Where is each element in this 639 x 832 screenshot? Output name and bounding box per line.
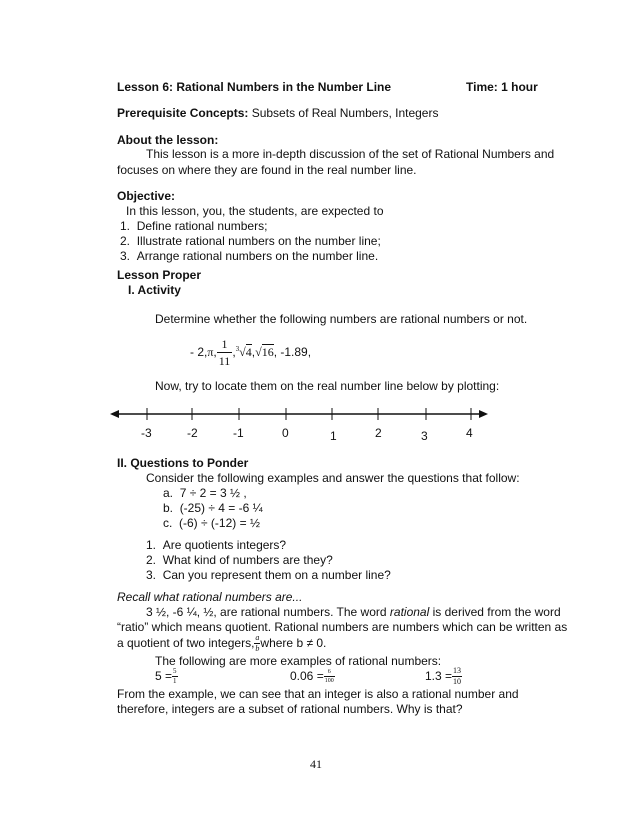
number-line-label: -1 <box>233 426 244 440</box>
objective-heading: Objective: <box>117 189 176 203</box>
prerequisite-text: Subsets of Real Numbers, Integers <box>248 106 439 120</box>
page-number: 41 <box>310 757 322 771</box>
fraction-a-over-b: a b <box>255 632 260 653</box>
number-line-label: -2 <box>187 426 198 440</box>
prerequisite-line <box>117 106 438 121</box>
fraction: 13 10 <box>453 665 462 686</box>
conclusion-line-1: From the example, we can see that an integer is also a rational number and <box>117 687 519 701</box>
question-item: 2. What kind of numbers are they? <box>146 553 333 567</box>
number-line-label: 2 <box>375 426 382 440</box>
number-line-label: 4 <box>466 426 473 440</box>
examples-intro: The following are more examples of rational numbers: <box>155 654 442 668</box>
lesson-title: Lesson 6: Rational Numbers in the Number Line <box>117 80 392 94</box>
activity-instruction: Determine whether the following numbers are rational numbers or not. <box>155 312 528 326</box>
prerequisite-label: Prerequisite Concepts: <box>117 106 249 120</box>
fraction: 5 1 <box>173 666 177 685</box>
about-heading: About the lesson: <box>117 133 219 147</box>
objective-item: 1. Define rational numbers; <box>120 219 268 233</box>
square-root: √16 <box>255 344 274 359</box>
conclusion-line-2: therefore, integers are a subset of rational numbers. Why is that? <box>117 702 463 716</box>
fraction-one-eleventh: $\frac{1}{11}$ <box>218 336 231 368</box>
objective-intro: In this lesson, you, the students, are expected to <box>126 204 384 218</box>
ponder-intro: Consider the following examples and answer the questions that follow: <box>146 471 520 485</box>
locate-instruction: Now, try to locate them on the real number line below by plotting: <box>155 379 500 393</box>
rational-example: 0.06 = 6 100 <box>290 668 334 684</box>
recall-line-2: “ratio” which means quotient. Rational numbers are numbers which can be written as <box>117 620 568 634</box>
recall-heading: Recall what rational numbers are... <box>117 590 303 604</box>
recall-line-1: 3 ½, -6 ¼, ½, are rational numbers. The word rational is derived from the word <box>146 605 561 619</box>
example-item: a. 7 ÷ 2 = 3 ½ , <box>163 486 247 500</box>
cube-root: $^3$√4 <box>235 344 252 359</box>
recall-line-3: a quotient of two integers, a b where b ≠ 0. <box>117 632 327 653</box>
pi-symbol: π <box>207 344 214 359</box>
objective-item: 2. Illustrate rational numbers on the number line; <box>120 234 381 248</box>
numbers-list: - 2, π , $\frac{1}{11}$ , $^3$√4 , √16 , -1.89, <box>190 336 312 368</box>
number-line-label: -3 <box>141 426 152 440</box>
about-line-1: This lesson is a more in-depth discussion of the set of Rational Numbers and <box>146 147 555 161</box>
right-arrow-icon <box>479 410 488 418</box>
lesson-proper-heading: Lesson Proper <box>117 268 202 282</box>
example-item: b. (-25) ÷ 4 = -6 ¼ <box>163 501 263 515</box>
left-arrow-icon <box>110 410 119 418</box>
objective-item: 3. Arrange rational numbers on the number line. <box>120 249 379 263</box>
time-label: Time: 1 hour <box>466 80 538 94</box>
example-item: c. (-6) ÷ (-12) = ½ <box>163 516 260 530</box>
number-line-label: 3 <box>421 429 428 443</box>
rational-example: 1.3 = 13 10 <box>425 665 462 686</box>
fraction: 6 100 <box>324 668 334 684</box>
question-item: 3. Can you represent them on a number line? <box>146 568 391 582</box>
ponder-heading: II. Questions to Ponder <box>117 456 249 470</box>
about-line-2: focuses on where they are found in the real number line. <box>117 163 417 177</box>
rational-example: 5 = 5 1 <box>155 666 177 685</box>
number-line <box>110 404 490 424</box>
question-item: 1. Are quotients integers? <box>146 538 287 552</box>
number-line-label: 1 <box>330 429 337 443</box>
number-line-label: 0 <box>282 426 289 440</box>
activity-heading: I. Activity <box>128 283 181 297</box>
